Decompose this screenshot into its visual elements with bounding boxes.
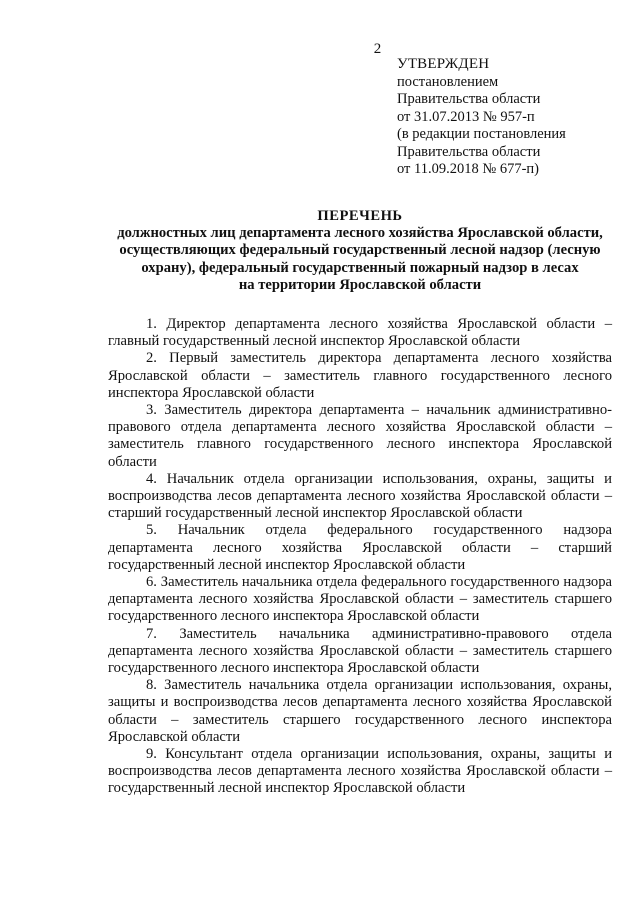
list-item: 1. Директор департамента лесного хозяйства Ярославской области – главный государственный лесной инспектор Ярославской области [108,316,612,350]
list-item: 8. Заместитель начальника отдела организации использования, охраны, защиты и воспроизводства лесов департамента лесного хозяйства Ярославской области – заместитель старшего государственного лесного инспектора Ярославской области [108,677,612,745]
list-item: 6. Заместитель начальника отдела федерального государственного надзора департамента лесного хозяйства Ярославской области – заместитель старшего государственного лесного инспектора Ярославской области [108,574,612,625]
list-item: 9. Консультант отдела организации использования, охраны, защиты и воспроизводства лесов департамента лесного хозяйства Ярославской области – государственный лесной инспектор Ярославской области [108,746,612,797]
approval-line: от 31.07.2013 № 957-п [397,108,535,125]
approval-line: постановлением [397,73,499,90]
approval-line: Правительства области [397,91,541,107]
heading-line: охрану), федеральный государственный пожарный надзор в лесах [141,259,579,276]
approval-line: от 11.09.2018 № 677-п) [397,161,539,177]
document-heading [100,208,620,294]
heading-line: должностных лиц департамента лесного хозяйства Ярославской области, [117,225,603,242]
approval-line: (в редакции постановления [397,126,566,142]
list-item: 4. Начальник отдела организации использования, охраны, защиты и воспроизводства лесов департамента лесного хозяйства Ярославской области – старший государственный лесной инспектор Ярославской области [108,470,612,522]
positions-list [108,316,612,798]
list-item: 3. Заместитель директора департамента – начальник административно-правового отдела департамента лесного хозяйства Ярославской области – заместитель главного государственного лесного инспектора Ярославской области [108,402,612,470]
document-title: ПЕРЕЧЕНЬ [317,208,403,224]
page-number: 2 [373,41,382,57]
approval-line: УТВЕРЖДЕН [397,56,490,72]
approval-stamp [397,56,632,179]
list-item: 5. Начальник отдела федерального государственного надзора департамента лесного хозяйства Ярославской области – старший государственный лесной инспектор Ярославской области [108,522,612,573]
list-item: 2. Первый заместитель директора департамента лесного хозяйства Ярославской области – заместитель главного государственного лесного инспектора Ярославской области [108,350,612,401]
list-item: 7. Заместитель начальника административно-правового отдела департамента лесного хозяйства Ярославской области – заместитель старшего государственного лесного инспектора Ярославской области [108,625,612,677]
approval-line: Правительства области [397,143,541,160]
heading-line: осуществляющих федеральный государственный лесной надзор (лесную [119,242,601,259]
heading-line: на территории Ярославской области [238,276,482,293]
